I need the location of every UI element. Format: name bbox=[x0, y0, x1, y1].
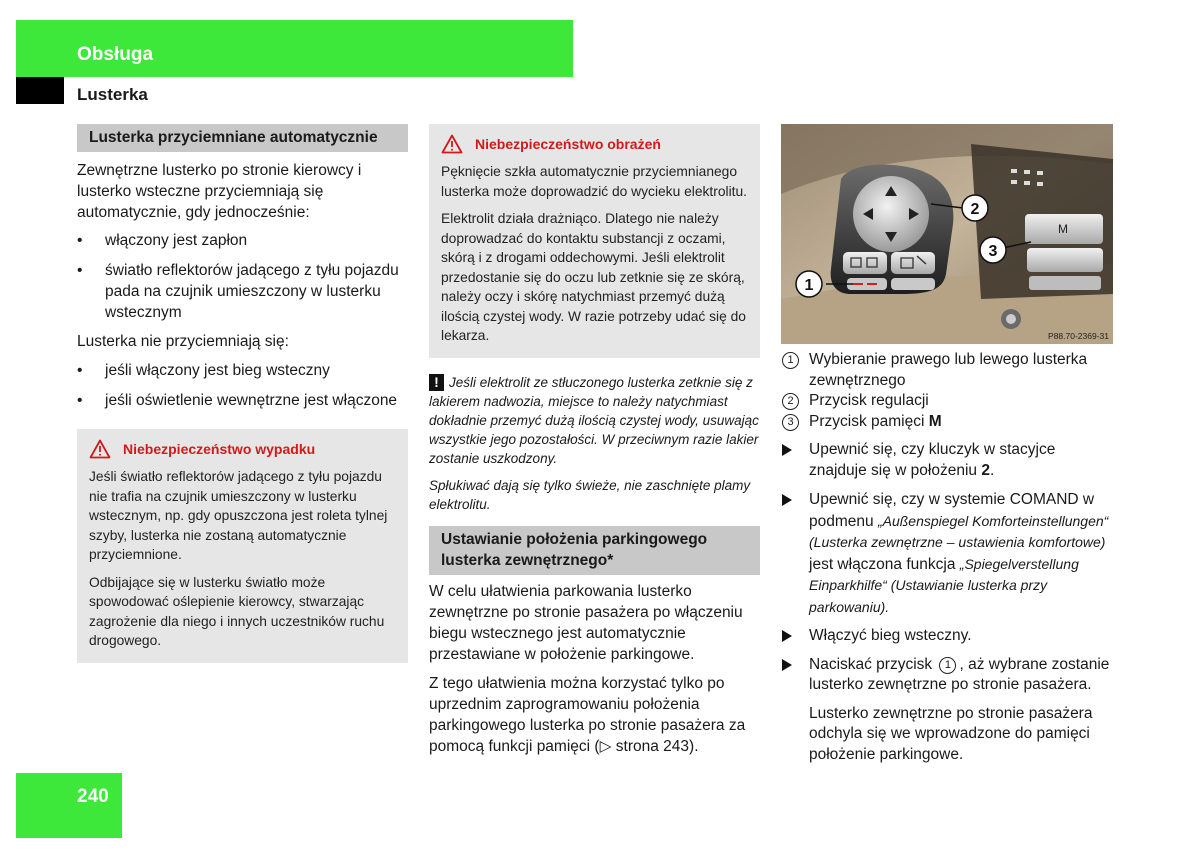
mirror-select-left-button[interactable] bbox=[843, 252, 887, 274]
arrow-bullet-icon bbox=[782, 444, 792, 456]
header-tab-marker bbox=[16, 77, 64, 104]
warning-title: Niebezpieczeństwo wypadku bbox=[123, 441, 316, 457]
column-middle bbox=[429, 124, 760, 757]
bullet: • bbox=[77, 262, 83, 279]
warning-header bbox=[89, 439, 396, 459]
legend-item: 3 Przycisk pamięci M bbox=[781, 412, 1113, 433]
intro-text: Zewnętrzne lusterko po stronie kierowcy i lusterko wsteczne przyciemniają się automatycznie, gdy jednocześnie: bbox=[77, 162, 362, 221]
step-item: Naciskać przycisk 1 , aż wybrane zostanie lusterko zewnętrzne po stronie pasażera. bbox=[781, 655, 1113, 696]
callout-ref: 1 bbox=[939, 657, 956, 674]
heading-auto-dimming: Lusterka przyciemniane automatycznie bbox=[77, 124, 408, 152]
legend-item: 1 Wybieranie prawego lub lewego lusterka zewnętrznego bbox=[781, 350, 1113, 391]
section-title: Obsługa bbox=[77, 44, 154, 65]
not-dim-text: Lusterka nie przyciemniają się: bbox=[77, 333, 289, 350]
step-item: Upewnić się, czy w systemie COMAND w podmenu „Außenspiegel Komforteinstellungen“ (Lusterka zewnętrzne – ustawienia komfortowe) jest włączona funkcja „Spiegelverstellung Einparkhilfe“ (Ustawianie lusterka przy parkowaniu). bbox=[781, 490, 1113, 618]
arrow-bullet-icon bbox=[782, 659, 792, 671]
heading-parking-position: Ustawianie położenia parkingowego lusterka zewnętrznego* bbox=[429, 526, 760, 575]
warning-text: Pęknięcie szkła automatycznie przyciemnianego lusterka może doprowadzić do wycieku elektrolitu. bbox=[441, 164, 747, 199]
memory-key-label: M bbox=[1058, 222, 1068, 236]
photo-code: P88.70-2369-31 bbox=[1048, 331, 1109, 341]
bullet: • bbox=[77, 232, 83, 249]
subsection-title: Lusterka bbox=[77, 85, 148, 104]
mirror-control-illustration bbox=[781, 124, 1113, 344]
exclamation-icon: ! bbox=[429, 374, 444, 391]
body-text: Z tego ułatwienia można korzystać tylko po uprzednim zaprogramowaniu położenia parkingowego lusterka po stronie pasażera za pomocą funkcji pamięci (▷ strona 243). bbox=[429, 674, 746, 755]
list-item: • jeśli włączony jest bieg wsteczny bbox=[77, 362, 330, 379]
warning-text: Jeśli światło reflektorów jadącego z tyłu pojazdu nie trafia na czujnik umieszczony w lusterku wstecznym, np. gdy opuszczona jest roleta tylnej szyby, lusterka nie zostaną automatycznie przyciemnione. bbox=[89, 469, 388, 562]
bullet: • bbox=[77, 362, 83, 379]
column-left bbox=[77, 124, 408, 663]
callout-label: 2 bbox=[970, 201, 980, 218]
arrow-bullet-icon bbox=[782, 630, 792, 642]
warning-header bbox=[441, 134, 748, 154]
warning-box-accident bbox=[77, 429, 408, 663]
warning-triangle-icon bbox=[89, 439, 111, 459]
callout-label: 1 bbox=[804, 277, 814, 294]
column-right bbox=[781, 124, 1113, 765]
step-item: Włączyć bieg wsteczny. bbox=[781, 626, 1113, 647]
note-text: Spłukiwać dają się tylko świeże, nie zaschnięte plamy elektrolitu. bbox=[429, 477, 751, 512]
list-item: • włączony jest zapłon bbox=[77, 232, 248, 249]
step-item: Upewnić się, czy kluczyk w stacyjce znajduje się w położeniu 2. bbox=[781, 440, 1113, 481]
step-result-text: Lusterko zewnętrzne po stronie pasażera odchyla się we wprowadzone do pamięci położenie parkingowe. bbox=[809, 704, 1093, 763]
body-text: W celu ułatwienia parkowania lusterko zewnętrzne po stronie pasażera po włączeniu biegu wstecznego jest automatycznie przestawiane w położenie parkingowe. bbox=[429, 582, 743, 663]
legend bbox=[781, 350, 1113, 432]
warning-text: Elektrolit działa drażniąco. Dlatego nie należy doprowadzać do kontaktu substancji z oczami, skórą i z drogami oddechowymi. Jeśli elektrolit przedostanie się do oczu lub zetknie się ze skórą, należy oczy i skórę natychmiast przemyć dużą ilością czystej wody. W razie potrzeby udać się do lekarza. bbox=[441, 211, 746, 343]
bullet: • bbox=[77, 392, 83, 409]
warning-triangle-icon bbox=[441, 134, 463, 154]
exceptions-list bbox=[77, 360, 408, 411]
warning-title: Niebezpieczeństwo obrażeń bbox=[475, 136, 661, 152]
page-number: 240 bbox=[77, 786, 109, 807]
list-item: • jeśli oświetlenie wewnętrzne jest włączone bbox=[77, 392, 398, 409]
warning-box-injury bbox=[429, 124, 760, 358]
warning-text: Odbijające się w lusterku światło może spowodować oślepienie kierowcy, stwarzając zagrożenie dla niego i innych uczestników ruchu drogowego. bbox=[89, 574, 385, 648]
conditions-list bbox=[77, 230, 408, 323]
note-text: ! Jeśli elektrolit ze stłuczonego lusterka zetknie się z lakierem nadwozia, miejsce to należy natychmiast dokładnie przemyć dużą ilością czystej wody, usuwając wszystkie jego pozostałości. W przeciwnym razie lakier zostanie uszkodzony. bbox=[429, 373, 759, 466]
legend-item: 2 Przycisk regulacji bbox=[781, 391, 1113, 412]
door-control-photo bbox=[781, 124, 1113, 344]
list-item: • światło reflektorów jadącego z tyłu pojazdu pada na czujnik umieszczony w lusterku wstecznym bbox=[77, 262, 399, 321]
arrow-bullet-icon bbox=[782, 494, 792, 506]
callout-label: 3 bbox=[988, 243, 998, 260]
